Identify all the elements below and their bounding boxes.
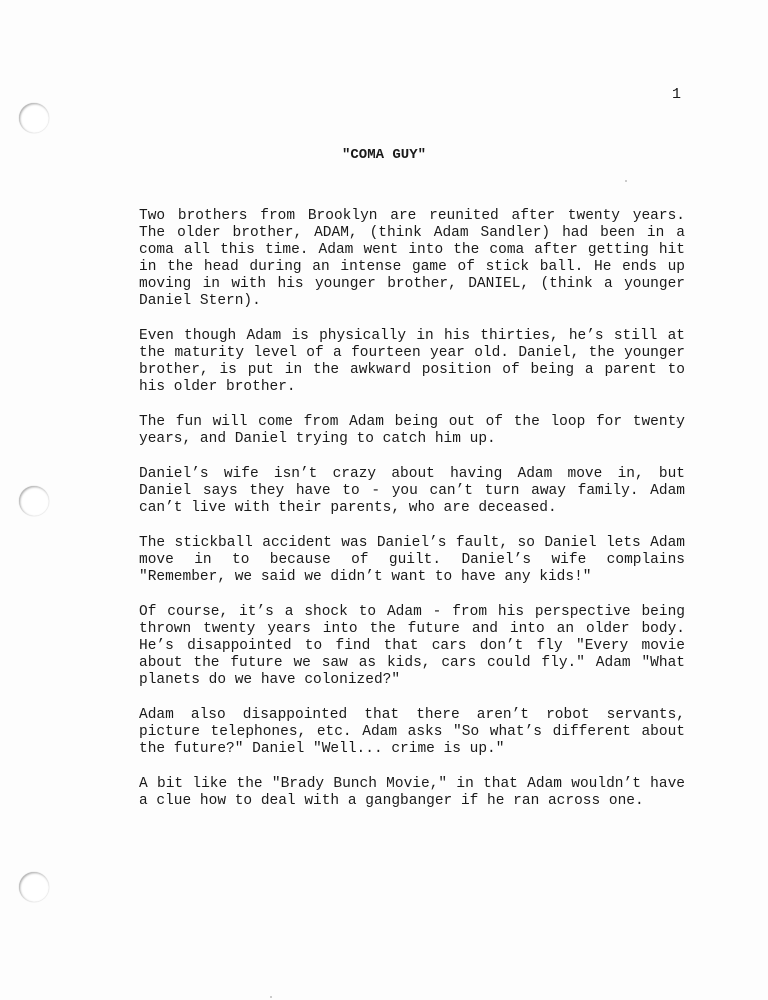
punch-hole	[19, 872, 49, 902]
punch-hole	[19, 486, 49, 516]
paragraph: The stickball accident was Daniel’s fault, so Daniel lets Adam move in to because of guilt. Daniel’s wife complains "Remember, we said we didn’t want to have any kids!"	[139, 535, 685, 585]
paragraph: Even though Adam is physically in his thirties, he’s still at the maturity level of a fourteen year old. Daniel, the younger brother, is put in the awkward position of being a parent to his older brother.	[139, 328, 685, 395]
paragraph: A bit like the "Brady Bunch Movie," in that Adam wouldn’t have a clue how to deal with a gangbanger if he ran across one.	[139, 776, 685, 809]
paper-speck	[625, 180, 627, 182]
page-number: 1	[672, 86, 682, 103]
punch-hole	[19, 103, 49, 133]
paragraph: Of course, it’s a shock to Adam - from his perspective being thrown twenty years into the future and into an older body. He’s disappointed to find that cars don’t fly "Every movie about the future we saw as kids, cars could fly." Adam "What planets do we have colonized?"	[139, 604, 685, 688]
paragraph: Two brothers from Brooklyn are reunited after twenty years. The older brother, ADAM, (think Adam Sandler) had been in a coma all this time. Adam went into the coma after getting hit in the head during an intense game of stick ball. He ends up moving in with his younger brother, DANIEL, (think a younger Daniel Stern).	[139, 208, 685, 309]
paragraph: The fun will come from Adam being out of the loop for twenty years, and Daniel trying to catch him up.	[139, 414, 685, 447]
paragraph: Daniel’s wife isn’t crazy about having Adam move in, but Daniel says they have to - you can’t turn away family. Adam can’t live with their parents, who are deceased.	[139, 466, 685, 516]
paragraph: Adam also disappointed that there aren’t robot servants, picture telephones, etc. Adam asks "So what’s different about the future?" Daniel "Well... crime is up."	[139, 707, 685, 757]
paper-speck	[270, 996, 272, 998]
document-body	[139, 208, 685, 828]
document-title: "COMA GUY"	[341, 147, 426, 163]
